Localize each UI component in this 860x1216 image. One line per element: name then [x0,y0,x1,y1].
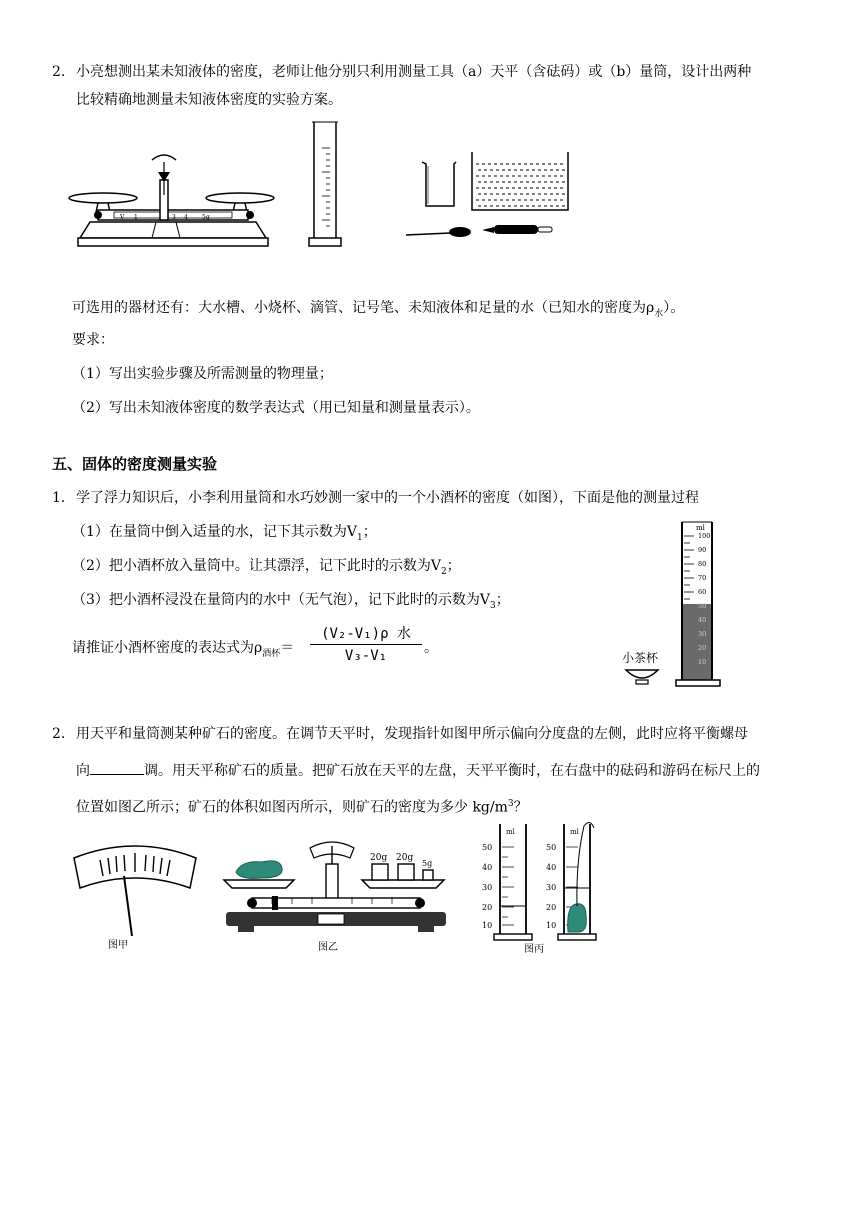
water-tank-illustration [470,150,570,212]
cup-label: 小茶杯 [622,651,659,665]
s5q1-derive [72,638,294,664]
cyl1-tick-label: 80 [698,560,707,568]
s5q2-line2-rest: 调。用天平称矿石的质量。把矿石放在天平的左盘，天平平衡时，在右盘中的砝码和游码在标尺上的 [144,763,760,779]
s5q1-step-2-sub: 2 [441,566,447,577]
s5q2-line3-end: ？ [513,799,528,816]
dial-figure-a [70,840,200,950]
cyl1-tick-label: 50 [698,602,707,610]
s5q1-step-1-sub: 1 [357,532,363,543]
q2-number: 2． [52,64,75,80]
cyl-c1-unit: ml [506,828,515,836]
s5q1-step-1-text: （1）在量筒中倒入适量的水，记下其示数为V [72,524,358,540]
cyl1-tick-label: 70 [698,574,707,582]
s5q1-step-3-text: （3）把小酒杯浸没在量筒内的水中（无气泡），记下此时的示数为V [72,592,491,608]
cylinder-unit: ml [696,524,705,532]
q2-equipment [72,298,684,324]
s5q2-line2-start: 向 [76,763,90,779]
cyl1-tick-label: 30 [698,630,707,638]
weight-label: 5g [422,859,433,868]
s5q1-step-2-text: （2）把小酒杯放入量筒中。让其漂浮，记下此时的示数为V [72,558,442,574]
cyl-c2-tick-label: 20 [546,903,557,912]
fig-b-label: 图乙 [318,942,338,953]
q2-requirement-1: （1）写出实验步骤及所需测量的物理量； [72,366,333,382]
cyl-c1-tick-label: 10 [482,921,493,930]
small-beaker-illustration [420,158,460,212]
cyl1-tick-label: 90 [698,546,707,554]
s5q1-step-3-sub: 3 [490,600,496,611]
s5q1-number: 1． [52,490,75,506]
q2-equipment-end: ）。 [663,300,685,316]
s5q1-step-2 [72,556,461,582]
cylinder-with-cup-illustration [612,516,722,688]
cyl1-tick-label: 20 [698,644,707,652]
cyl-c1-tick-label: 50 [482,843,493,852]
svg-text:3: 3 [172,214,176,221]
s5q2-line3-text: 位置如图乙所示；矿石的体积如图丙所示，则矿石的密度为多少 kg/m [76,799,508,816]
svg-text:5g: 5g [202,214,210,221]
cyl-c2-tick-label: 10 [546,921,557,930]
s5q1-derive-text: 请推证小酒杯密度的表达式为ρ [72,640,263,656]
s5q1-intro: 学了浮力知识后，小李利用量筒和水巧妙测一家中的一个小酒杯的密度（如图），下面是他的测量过程 [76,490,699,506]
fig-c-label: 图丙 [524,944,544,955]
s5q1-step-2-end: ； [446,558,461,574]
cyl-c2-unit: ml [570,828,579,836]
cyl-c1-tick-label: 20 [482,903,493,912]
svg-text:V: V [120,214,125,221]
marker-pen-illustration [480,222,556,236]
s5q2-number: 2． [52,726,75,742]
fraction-denominator: V₃-V₁ [310,644,422,667]
answer-blank[interactable] [90,760,144,775]
cyl1-tick-label: 60 [698,588,707,596]
svg-text:1: 1 [134,214,138,221]
s5q1-step-1 [72,522,377,548]
cyl1-tick-label: 40 [698,616,707,624]
s5q2-line3-sup: 3 [507,799,514,809]
density-fraction [310,624,422,667]
q2-require: 要求： [72,332,114,348]
cyl-c2-tick-label: 50 [546,843,557,852]
fraction-numerator: (V₂-V₁)ρ 水 [321,626,411,642]
s5q1-step-3 [72,590,510,616]
balance-illustration [68,150,278,255]
weight-label: 20g [396,853,414,863]
cyl1-tick-label: 10 [698,658,707,666]
s5q2-line2 [76,760,760,781]
cyl1-tick-label: 100 [698,532,711,540]
cyl-c1-tick-label: 40 [482,863,493,872]
section-title: 五、固体的密度测量实验 [52,455,218,473]
svg-text:4: 4 [184,214,188,221]
cyl-c1-tick-label: 30 [482,883,493,892]
s5q2-line3 [76,794,528,818]
s5q2-line1: 用天平和量筒测某种矿石的密度。在调节天平时，发现指针如图甲所示偏向分度盘的左侧，此时应将平衡螺母 [76,726,748,742]
dropper-illustration [404,226,474,240]
s5q1-step-3-end: ； [495,592,510,608]
q2-equipment-text: 可选用的器材还有：大水槽、小烧杯、滴管、记号笔、未知液体和足量的水（已知水的密度为ρ [72,300,655,316]
s5q1-step-1-end: ； [362,524,377,540]
measuring-cylinder-illustration [306,120,346,252]
q2-text-line1: 小亮想测出某未知液体的密度，老师让他分别只利用测量工具（a）天平（含砝码）或（b）量筒，设计出两种 [76,64,752,80]
cyl-c2-tick-label: 40 [546,863,557,872]
q2-equipment-sub: 水 [654,308,664,319]
s5q1-equals: ＝ [280,640,295,656]
balance-figure-b [222,836,452,954]
q2-requirement-2: （2）写出未知液体密度的数学表达式（用已知量和测量量表示）。 [72,400,480,416]
q2-text-line2: 比较精确地测量未知液体密度的实验方案。 [76,92,342,108]
cylinders-figure-c [480,820,600,958]
s5q1-derive-sub: 酒杯 [262,648,281,659]
s5q1-derive-end: 。 [424,640,438,656]
fig-a-label: 图甲 [108,940,128,951]
weight-label: 20g [370,853,388,863]
cyl-c2-tick-label: 30 [546,883,557,892]
